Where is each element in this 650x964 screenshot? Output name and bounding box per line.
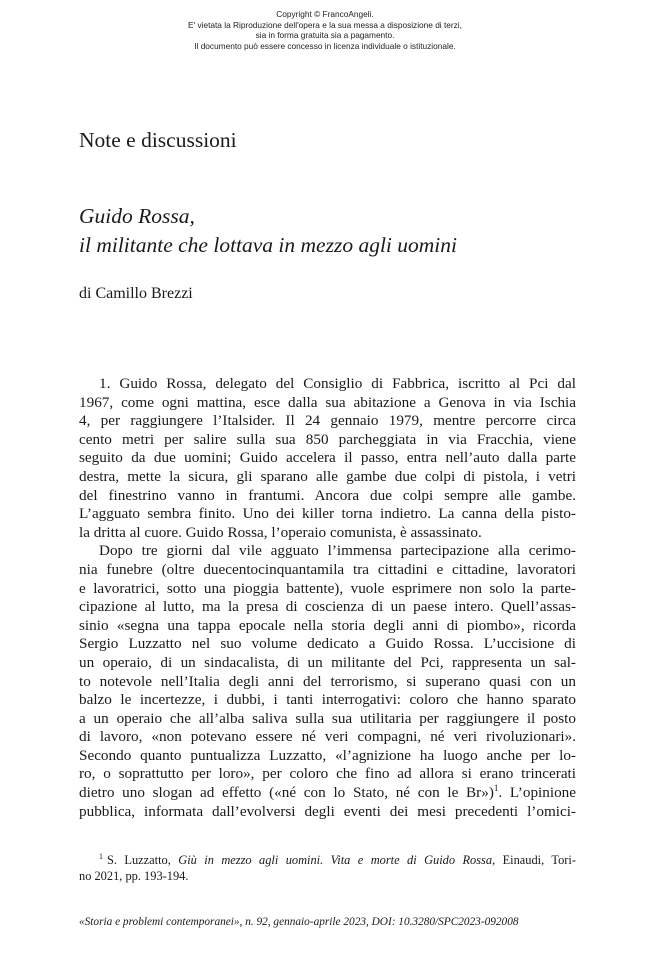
body-line: del finestrino vanno in frantumi. Ancora due colpi sempre alle gambe. (79, 486, 576, 504)
footnote-author: S. Luzzatto, (107, 853, 179, 867)
body-line: seguito da due uomini; Guido accelera il passo, entra nell’auto dalla parte (79, 449, 576, 467)
footnote-reference[interactable]: 1 (493, 783, 499, 794)
body-text: dietro uno slogan ad effetto («né con lo Stato, né con le Br») (79, 784, 494, 802)
body-line: ro, o soprattutto per loro», per coloro che fino ad allora si erano trincerati (79, 765, 576, 783)
body-line: to notevole nell’Italia degli anni del terrorismo, si superano quasi con un (79, 672, 576, 690)
body-line: Dopo tre giorni dal vile agguato l’immensa partecipazione alla cerimo- (99, 542, 576, 560)
body-line: 4, per raggiungere l’Italsider. Il 24 gennaio 1979, mentre percorre circa (79, 412, 576, 430)
body-line: destra, mette la sicura, gli sparano alle gambe due colpi di pistola, i vetri (79, 467, 576, 485)
footnote-work-title: Giù in mezzo agli uomini. Vita e morte di Guido Rossa (178, 853, 493, 867)
footnote-line: no 2021, pp. 193-194. (79, 869, 189, 883)
body-line: cento metri per salire sulla sua 850 parcheggiata in via Fracchia, viene (79, 430, 576, 448)
copyright-line: Il documento può essere concesso in licenza individuale o istituzionale. (194, 40, 456, 51)
article-body (79, 375, 576, 821)
copyright-notice (0, 9, 650, 51)
section-title: Note e discussioni (79, 128, 237, 152)
body-line: la dritta al cuore. Guido Rossa, l’operaio comunista, è assassinato. (79, 523, 482, 541)
body-line: un operaio, di un sindacalista, di un militante del Pci, rappresenta un sal- (79, 653, 576, 671)
body-line: Sergio Luzzatto nel suo volume dedicato a Guido Rossa. L’uccisione di (79, 635, 576, 653)
copyright-line: Copyright © FrancoAngeli. (276, 9, 374, 19)
body-line: sinio «segna una tappa epocale nella storia degli anni di piombo», ricorda (79, 616, 576, 634)
body-line: e lavoratrici, sotto una pioggia battente), vuole esprimere non solo la parte- (79, 579, 576, 597)
body-line: balzo le incertezze, i dubbi, i tanti interrogativi: coloro che hanno sparato (79, 691, 576, 709)
article-title-line: Guido Rossa, (79, 204, 195, 228)
body-line: L’agguato sembra finito. Uno dei killer torna indietro. La canna della pisto- (79, 505, 576, 523)
article-title (79, 202, 457, 260)
footnote-marker: 1 (99, 852, 103, 861)
body-line: di lavoro, «non potevano essere né veri compagni, né veri rivoluzionari». (79, 728, 576, 746)
body-line: cipazione al lutto, ma la presa di coscienza di un paese intero. Quell’assas- (79, 598, 576, 616)
body-text: . L’opinione (498, 784, 577, 802)
body-line (79, 784, 576, 803)
copyright-line: sia in forma gratuita sia a pagamento. (255, 30, 395, 41)
footnote-publisher: , Einaudi, Tori- (492, 853, 576, 867)
body-line: a un operaio che all’alba saliva sulla sua utilitaria per raggiungere il posto (79, 709, 576, 727)
body-line: 1967, come ogni mattina, esce dalla sua abitazione a Genova in via Ischia (79, 393, 576, 411)
running-footer: «Storia e problemi contemporanei», n. 92, gennaio-aprile 2023, DOI: 10.3280/SPC2023-092008 (79, 916, 519, 928)
footnote (79, 852, 576, 884)
body-line: 1. Guido Rossa, delegato del Consiglio di Fabbrica, iscritto al Pci dal (99, 375, 576, 392)
body-line: pubblica, informata dall’evolversi degli eventi dei mesi precedenti l’omici- (79, 802, 576, 820)
footnote-line (79, 852, 576, 868)
body-line: Secondo quanto puntualizza Luzzatto, «l’agnizione ha luogo anche per lo- (79, 746, 576, 764)
author-byline: di Camillo Brezzi (79, 285, 193, 302)
body-line: nia funebre (oltre duecentocinquantamila tra cittadini e cittadine, lavoratori (79, 560, 576, 578)
article-title-line: il militante che lottava in mezzo agli uomini (79, 233, 458, 257)
copyright-line: E' vietata la Riproduzione dell'opera e la sua messa a disposizione di terzi, (188, 19, 462, 30)
